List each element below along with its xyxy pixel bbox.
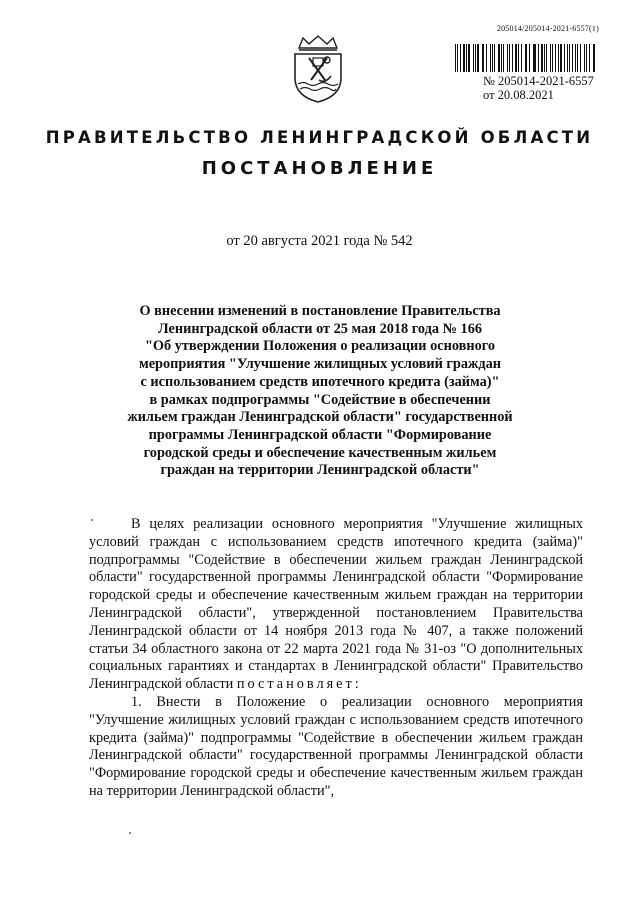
- barcode-bar: [455, 44, 456, 72]
- government-name: ПРАВИТЕЛЬСТВО ЛЕНИНГРАДСКОЙ ОБЛАСТИ: [45, 128, 594, 147]
- barcode-bar: [483, 44, 484, 72]
- barcode-bar: [494, 44, 495, 72]
- barcode-bar: [569, 44, 570, 72]
- document-type: ПОСТАНОВЛЕНИЕ: [201, 158, 438, 179]
- preamble-paragraph: [89, 516, 583, 694]
- subject-line: в рамках подпрограммы "Содействие в обеспечении: [149, 391, 491, 408]
- barcode-bar: [529, 44, 530, 72]
- barcode-bar: [544, 44, 545, 72]
- barcode-bar: [521, 44, 522, 72]
- barcode-bar: [468, 44, 469, 72]
- barcode-bar: [482, 44, 483, 72]
- barcode-bar: [533, 44, 534, 72]
- subject-line: городской среды и обеспечение качественным жильем: [143, 444, 497, 461]
- barcode-bar: [534, 44, 536, 72]
- barcode-bar: [584, 44, 586, 72]
- barcode-bar: [460, 44, 461, 72]
- barcode-bar: [507, 44, 508, 72]
- scan-speck: [129, 832, 131, 834]
- barcode-bar: [509, 44, 510, 72]
- barcode-bar: [572, 44, 573, 72]
- barcode-bar: [492, 44, 493, 72]
- scan-speck: [91, 519, 93, 521]
- decree-subject: [110, 303, 530, 480]
- barcode-bar: [457, 44, 458, 72]
- subject-line: "Об утверждении Положения о реализации основного: [144, 338, 496, 355]
- subject-line: с использованием средств ипотечного кредита (займа)": [140, 373, 500, 390]
- barcode-bar: [593, 44, 594, 72]
- barcode-bar: [498, 44, 500, 72]
- barcode-bar: [515, 44, 517, 72]
- resolves-word: постановляет:: [236, 676, 362, 693]
- barcode-bar: [546, 44, 547, 72]
- barcode-bar: [501, 44, 502, 72]
- barcode-bar: [564, 44, 565, 72]
- barcode-bar: [577, 44, 578, 72]
- barcode-bar: [555, 44, 556, 72]
- decree-body: [89, 516, 583, 801]
- barcode-bar: [525, 44, 526, 72]
- barcode-bar: [512, 44, 513, 72]
- barcode-bar: [594, 44, 595, 72]
- barcode-bar: [567, 44, 568, 72]
- subject-line: Ленинградской области от 25 мая 2018 года № 166: [158, 320, 482, 337]
- decree-date-number: от 20 августа 2021 года № 542: [226, 233, 413, 249]
- barcode-bar: [589, 44, 590, 72]
- barcode-bar: [466, 44, 467, 72]
- barcode-bar: [475, 44, 476, 72]
- coat-of-arms-icon: [289, 34, 347, 104]
- barcode-bar: [558, 44, 559, 72]
- subject-line: программы Ленинградской области "Формирование: [148, 426, 492, 443]
- registration-block: [483, 74, 594, 102]
- barcode-bar: [518, 44, 519, 72]
- subject-line: жильем граждан Ленинградской области" государственной: [127, 409, 513, 426]
- document-id: 205014/205014-2021-6557(1): [496, 24, 599, 33]
- barcode-bar: [580, 44, 581, 72]
- barcode-bar: [550, 44, 551, 72]
- barcode-bar: [473, 44, 474, 72]
- registration-number: № 205014-2021-6557: [483, 74, 594, 88]
- barcode-bar: [541, 44, 542, 72]
- barcode-bar: [552, 44, 553, 72]
- registration-date: от 20.08.2021: [483, 88, 554, 102]
- barcode-bar: [560, 44, 562, 72]
- preamble-text: В целях реализации основного мероприятия "Улучшение жилищных условий граждан с использованием средств ипотечного кредита (займа)" подпрограммы "Содействие в обеспечении жильем граждан Ленинградской области" государственной программы Ленинградской области "Формирование городской среды и обеспечение качественным жильем граждан на территории Ленинградской области", утвержденной постановлением Правительства Ленинградской области от 14 ноября 2013 года № 407, а также положений статьи 34 областного закона от 22 марта 2021 года № 31-оз "О дополнительных социальных гарантиях и стандартах в Ленинградской области" Правительство Ленинградской области: [89, 516, 583, 693]
- subject-line: граждан на территории Ленинградской области": [160, 462, 480, 479]
- barcode-bar: [586, 44, 587, 72]
- barcode-bar: [486, 44, 487, 72]
- barcode-bar: [503, 44, 504, 72]
- item-1-paragraph: 1. Внести в Положение о реализации основного мероприятия "Улучшение жилищных условий граждан с использованием средств ипотечного кредита (займа)" подпрограммы "Содействие в обеспечении жильем граждан Ленинградской области" государственной программы Ленинградской области "Формирование городской среды и обеспечение качественным жильем граждан на территории Ленинградской области",: [89, 693, 583, 799]
- subject-line: мероприятия "Улучшение жилищных условий граждан: [138, 356, 502, 373]
- barcode: [455, 44, 597, 72]
- barcode-bar: [477, 44, 479, 72]
- barcode-bar: [575, 44, 576, 72]
- barcode-bar: [538, 44, 539, 72]
- barcode-bar: [463, 44, 465, 72]
- subject-line: О внесении изменений в постановление Правительства: [139, 303, 501, 319]
- barcode-bar: [526, 44, 527, 72]
- barcode-bar: [490, 44, 491, 72]
